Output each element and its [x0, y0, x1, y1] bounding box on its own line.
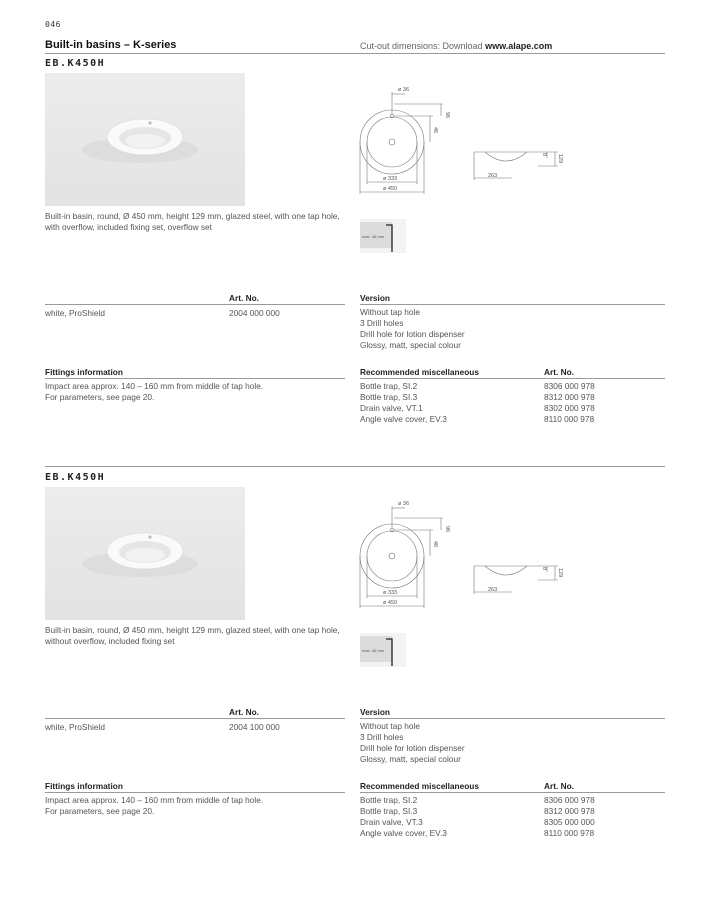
- misc-rule: [360, 792, 665, 793]
- version-list: [360, 307, 465, 351]
- misc-item-art: 8306 000 978: [544, 795, 595, 805]
- misc-item-art: 8306 000 978: [544, 381, 595, 391]
- section-divider: [45, 466, 665, 467]
- fixing-diagram: [360, 219, 406, 253]
- product-code: EB.K450H: [45, 472, 106, 483]
- page-title: Built-in basins – K-series: [45, 39, 177, 51]
- dim-tap-diameter: ø 36: [398, 87, 410, 93]
- version-item: Drill hole for lotion dispenser: [360, 743, 465, 753]
- misc-item-name: Bottle trap, SI.3: [360, 806, 418, 816]
- fittings-header: Fittings information: [45, 367, 123, 377]
- product-photo: [45, 73, 245, 206]
- version-item: 3 Drill holes: [360, 318, 404, 328]
- fittings-line: Impact area approx. 140 – 160 mm from middle of tap hole.: [45, 795, 264, 805]
- misc-header: Recommended miscellaneous: [360, 367, 479, 377]
- cutout-text: Cut-out dimensions: Download: [360, 41, 486, 51]
- misc-header: Recommended miscellaneous: [360, 781, 479, 791]
- max-thickness-label: max. 40 mm: [362, 648, 385, 653]
- dim-side-263: 263: [488, 587, 498, 593]
- art-rule: [45, 718, 345, 719]
- fittings-list: [45, 381, 263, 403]
- dim-side-8: 8: [541, 567, 547, 571]
- misc-item-name: Angle valve cover, EV.3: [360, 828, 447, 838]
- product-description: Built-in basin, round, Ø 450 mm, height 129 mm, glazed steel, with one tap hole, with overflow, included fixing set, overflow set: [45, 211, 340, 232]
- color-name: white, ProShield: [45, 308, 105, 318]
- version-item: Drill hole for lotion dispenser: [360, 329, 465, 339]
- dim-outer-diameter: ø 450: [383, 186, 398, 192]
- misc-item-art: 8110 000 978: [544, 414, 595, 424]
- misc-item-art: 8110 000 978: [544, 828, 595, 838]
- misc-art-header: Art. No.: [544, 367, 574, 377]
- misc-item-art: 8312 000 978: [544, 806, 595, 816]
- version-header: Version: [360, 293, 390, 303]
- version-rule: [360, 304, 665, 305]
- fittings-rule: [45, 792, 345, 793]
- cutout-note: [360, 41, 552, 51]
- color-name: white, ProShield: [45, 722, 105, 732]
- fittings-rule: [45, 378, 345, 379]
- misc-art-list: [544, 795, 595, 839]
- misc-item-art: 8312 000 978: [544, 392, 595, 402]
- version-item: Glossy, matt, special colour: [360, 754, 461, 764]
- dim-inner-diameter: ø 333: [383, 176, 398, 182]
- fixing-diagram-svg: [360, 633, 406, 667]
- misc-art-header: Art. No.: [544, 781, 574, 791]
- version-item: 3 Drill holes: [360, 732, 404, 742]
- dim-46: 46: [432, 127, 438, 134]
- misc-name-list: [360, 795, 447, 839]
- misc-item-name: Bottle trap, SI.2: [360, 381, 418, 391]
- art-no-header: Art. No.: [229, 707, 259, 717]
- fittings-line: For parameters, see page 20.: [45, 392, 155, 402]
- art-no-value: 2004 000 000: [229, 308, 280, 318]
- misc-art-list: [544, 381, 595, 425]
- dim-96: 96: [444, 112, 450, 119]
- misc-item-name: Drain valve, VT.1: [360, 403, 423, 413]
- basin-photo-illustration: [45, 487, 245, 620]
- art-no-header: Art. No.: [229, 293, 259, 303]
- misc-item-art: 8302 000 978: [544, 403, 595, 413]
- fittings-list: [45, 795, 263, 817]
- dim-side-263: 263: [488, 173, 498, 179]
- product-description: Built-in basin, round, Ø 450 mm, height 129 mm, glazed steel, with one tap hole, without overflow, included fixing set: [45, 625, 340, 646]
- dim-side-129: 129: [557, 154, 563, 164]
- misc-item-art: 8305 000 000: [544, 817, 595, 827]
- fixing-diagram-svg: [360, 219, 406, 253]
- product-code: EB.K450H: [45, 58, 106, 69]
- misc-name-list: [360, 381, 447, 425]
- version-list: [360, 721, 465, 765]
- misc-item-name: Bottle trap, SI.2: [360, 795, 418, 805]
- basin-photo-illustration: [45, 73, 245, 206]
- dim-side-129: 129: [557, 568, 563, 578]
- version-header: Version: [360, 707, 390, 717]
- dim-96: 96: [444, 526, 450, 533]
- fittings-line: For parameters, see page 20.: [45, 806, 155, 816]
- version-item: Without tap hole: [360, 307, 420, 317]
- page-number: 046: [45, 20, 61, 29]
- art-no-value: 2004 100 000: [229, 722, 280, 732]
- cutout-link[interactable]: www.alape.com: [485, 41, 553, 51]
- misc-item-name: Angle valve cover, EV.3: [360, 414, 447, 424]
- version-rule: [360, 718, 665, 719]
- misc-rule: [360, 378, 665, 379]
- dim-side-8: 8: [541, 153, 547, 157]
- misc-item-name: Bottle trap, SI.3: [360, 392, 418, 402]
- misc-item-name: Drain valve, VT.3: [360, 817, 423, 827]
- dim-inner-diameter: ø 333: [383, 590, 398, 596]
- version-item: Without tap hole: [360, 721, 420, 731]
- dim-tap-diameter: ø 36: [398, 501, 410, 507]
- product-photo: [45, 487, 245, 620]
- fittings-line: Impact area approx. 140 – 160 mm from middle of tap hole.: [45, 381, 264, 391]
- fixing-diagram: [360, 633, 406, 667]
- dim-46: 46: [432, 541, 438, 548]
- dim-outer-diameter: ø 450: [383, 600, 398, 606]
- fittings-header: Fittings information: [45, 781, 123, 791]
- version-item: Glossy, matt, special colour: [360, 340, 461, 350]
- header-rule: [45, 53, 665, 54]
- art-rule: [45, 304, 345, 305]
- max-thickness-label: max. 40 mm: [362, 234, 385, 239]
